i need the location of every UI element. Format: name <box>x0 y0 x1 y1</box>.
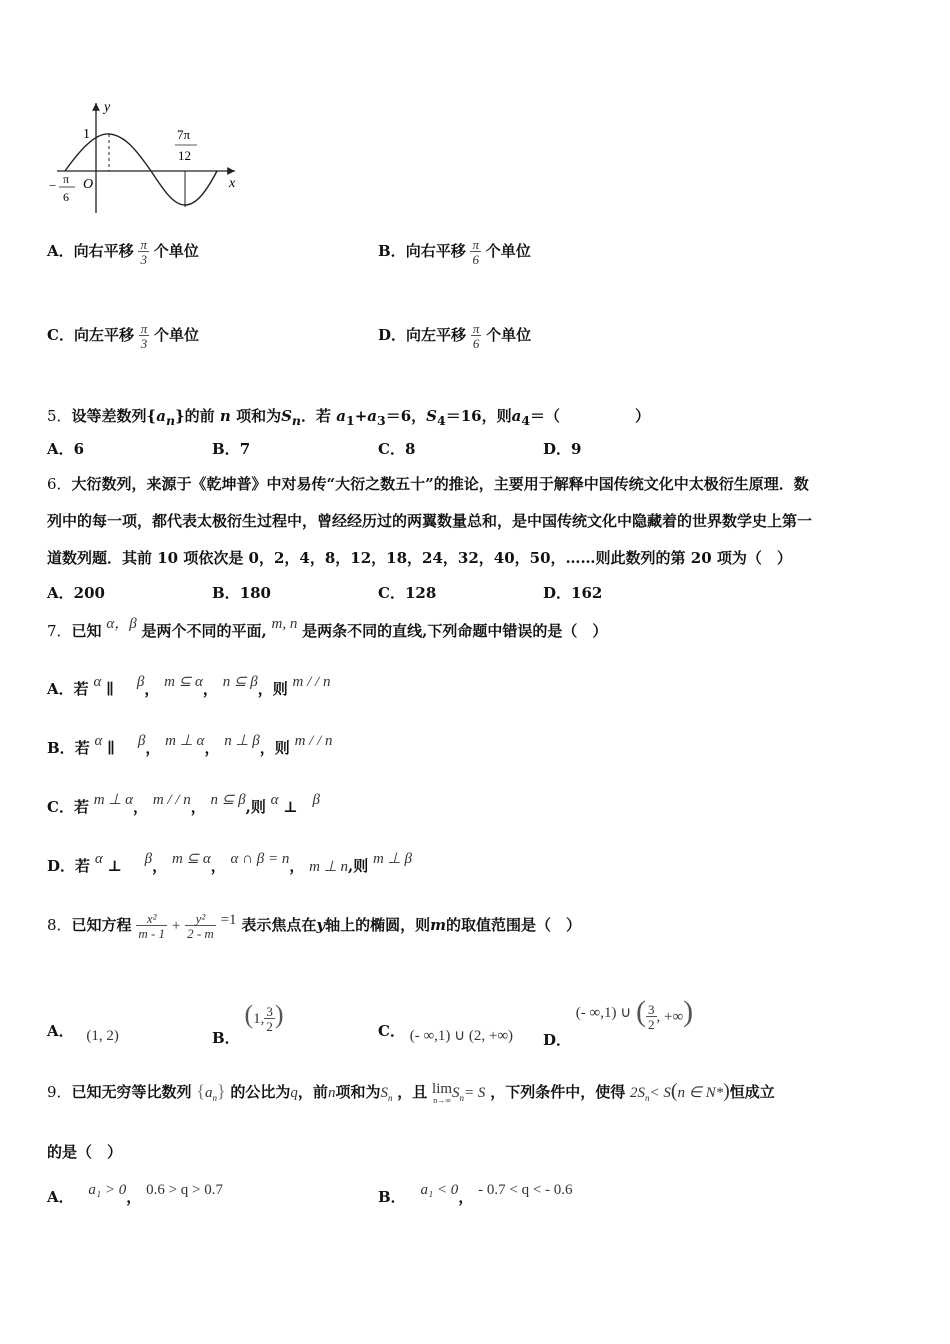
q5-stem: 5．设等差数列$\{a_n\}$的前 n 项和为$S_n$．若 $a_1+a_3=6$，$S_4=16$，则$a_4=$（ ） <box>47 407 651 428</box>
q9-option-a[interactable]: A． a₁ > 0， 0.6 > q > 0.7 <box>47 1182 223 1206</box>
q4-option-b[interactable]: B．向右平移 $\frac{\pi}{6}$ 个单位 <box>378 237 531 267</box>
q5-option-b[interactable]: B．7 <box>212 440 251 458</box>
sine-graph <box>45 95 250 220</box>
q6-line2: 列中的每一项，都代表太极衍生过程中，曾经经历过的两翼数量总和，是中国传统文化中隐藏着的世界数学史上第一 <box>47 512 813 530</box>
q7-option-b[interactable]: B．若 α ∥ β， m ⊥ α， n ⊥ β，则 m / / n <box>47 733 333 757</box>
q8-option-c[interactable]: C． (- ∞,1) ∪ (2, +∞) <box>378 1022 514 1044</box>
q5-option-c[interactable]: C．8 <box>378 440 416 458</box>
q9-option-b[interactable]: B． a₁ < 0， - 0.7 < q < - 0.6 <box>378 1182 573 1206</box>
q9-line2: 的是（ ） <box>47 1143 123 1161</box>
x-label: x <box>229 176 236 191</box>
q7-option-c[interactable]: C．若 m ⊥ α， m / / n， n ⊆ β,则 α ⊥ β <box>47 792 320 816</box>
q6-option-d[interactable]: D．162 <box>543 584 603 602</box>
q8-option-b[interactable]: B． (1, $\frac{3}{2}$ ) <box>212 1000 284 1047</box>
q7-option-d[interactable]: D．若 α ⊥ β， m ⊆ α， α ∩ β = n， m ⊥ n,则 m ⊥ β <box>47 851 412 875</box>
q9-stem: 9．已知无穷等比数列 $\{a_n\}$ 的公比为q，前n项和为$S_n$ ，且 lim n→∞ $S_n= S$ ，下列条件中，使得 $2S_n< S(n$ ∈ N*)恒成立 <box>47 1080 775 1105</box>
q4-option-d[interactable]: D．向左平移 $\frac{\pi}{6}$ 个单位 <box>378 321 532 351</box>
q5-option-d[interactable]: D．9 <box>543 440 582 458</box>
q6-option-c[interactable]: C．128 <box>378 584 437 602</box>
q6-option-a[interactable]: A．200 <box>47 584 105 602</box>
q4-option-a[interactable]: A．向右平移 $\frac{\pi}{3}$ 个单位 <box>47 237 199 267</box>
q4-option-c[interactable]: C．向左平移 $\frac{\pi}{3}$ 个单位 <box>47 321 200 351</box>
q6-line1: 6．大衍数列，来源于《乾坤普》中对易传“大衍之数五十”的推论，主要用于解释中国传统文化中太极衍生原理．数 <box>47 475 809 493</box>
neg-label-num: π <box>63 172 70 186</box>
q8-option-d[interactable]: D． (- ∞,1) ∪ ( $\frac{3}{2}$ , +∞) <box>543 995 694 1049</box>
q5-option-a[interactable]: A．6 <box>47 440 85 458</box>
q6-option-b[interactable]: B．180 <box>212 584 271 602</box>
q7-stem: 7．已知 α，β 是两个不同的平面, m, n 是两条不同的直线,下列命题中错误的是（ ） <box>47 616 608 640</box>
one-label: 1 <box>83 127 90 142</box>
q8-stem: 8．已知方程 $\frac{\text{x²}}{m - 1}$ + $\frac{\text{y²}}{2 - m}$ =1 表示焦点在y轴上的椭圆，则m的取值范围是（ ） <box>47 911 581 941</box>
neg-label-sign: − <box>49 178 57 193</box>
peak-label-num: 7π <box>177 127 191 142</box>
origin-label: O <box>83 177 94 192</box>
neg-label-den: 6 <box>63 190 69 204</box>
q6-line3: 道数列题．其前 10 项依次是 0，2，4，8，12，18，24，32，40，50，……则此数列的第 20 项为（ ） <box>47 549 792 567</box>
q7-option-a[interactable]: A．若 α ∥ β， m ⊆ α， n ⊆ β，则 m / / n <box>47 674 331 698</box>
peak-label-den: 12 <box>178 148 191 163</box>
y-label: y <box>104 100 111 115</box>
q8-option-a[interactable]: A． (1, 2) <box>47 1022 119 1044</box>
